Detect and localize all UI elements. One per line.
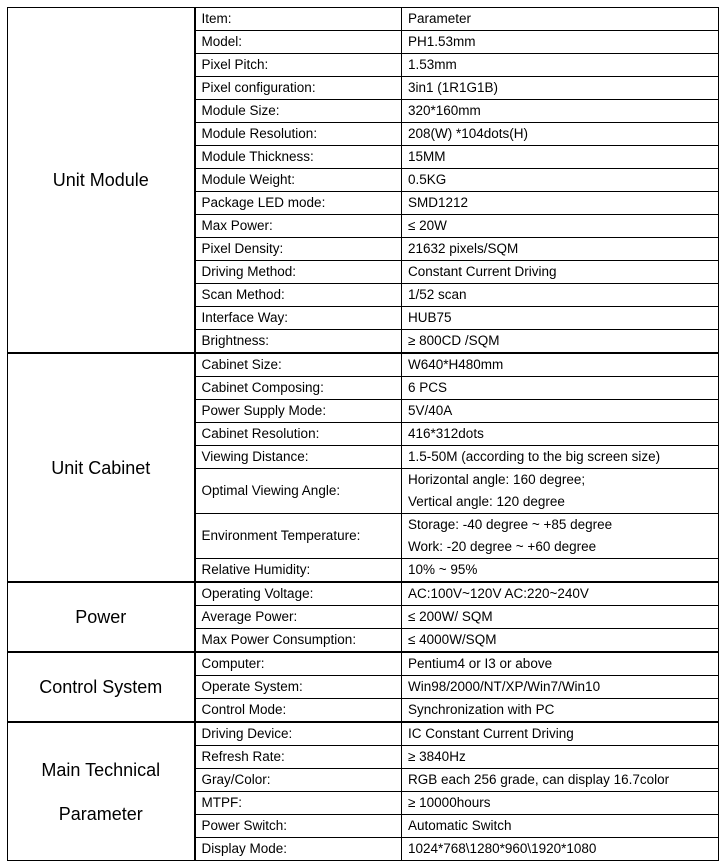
item-cell: Viewing Distance: [195, 446, 402, 469]
value-cell: IC Constant Current Driving [402, 722, 719, 746]
value-cell: Automatic Switch [402, 815, 719, 838]
group-label-main-technical-parameter [8, 722, 195, 861]
value-cell: 416*312dots [402, 423, 719, 446]
item-cell: Max Power Consumption: [195, 629, 402, 653]
item-cell: Control Mode: [195, 699, 402, 723]
item-cell: Environment Temperature: [195, 514, 402, 559]
group-label-line: Main Technical [41, 759, 161, 780]
item-cell: Refresh Rate: [195, 746, 402, 769]
item-cell: Package LED mode: [195, 192, 402, 215]
value-cell: RGB each 256 grade, can display 16.7color [402, 769, 719, 792]
item-cell: Operating Voltage: [195, 582, 402, 606]
item-cell: Brightness: [195, 330, 402, 354]
header-parameter-cell: Parameter [402, 8, 719, 31]
group-label-unit-cabinet: Unit Cabinet [8, 353, 195, 582]
item-cell: Display Mode: [195, 838, 402, 861]
value-cell: 1.5-50M (according to the big screen size) [402, 446, 719, 469]
item-cell: Power Switch: [195, 815, 402, 838]
value-cell: Synchronization with PC [402, 699, 719, 723]
item-cell: Pixel Pitch: [195, 54, 402, 77]
value-cell: Pentium4 or I3 or above [402, 652, 719, 676]
value-cell: 1/52 scan [402, 284, 719, 307]
header-item-cell: Item: [195, 8, 402, 31]
value-cell: SMD1212 [402, 192, 719, 215]
group-label-line: Parameter [58, 803, 143, 824]
value-cell: 6 PCS [402, 377, 719, 400]
group-label-unit-module: Unit Module [8, 8, 195, 354]
value-cell: PH1.53mm [402, 31, 719, 54]
item-cell: Module Resolution: [195, 123, 402, 146]
value-line: Horizontal angle: 160 degree; [408, 472, 586, 487]
value-cell: ≥ 3840Hz [402, 746, 719, 769]
item-cell: Max Power: [195, 215, 402, 238]
value-cell: AC:100V~120V AC:220~240V [402, 582, 719, 606]
table-row [8, 582, 719, 606]
value-cell: ≤ 4000W/SQM [402, 629, 719, 653]
item-cell: Relative Humidity: [195, 559, 402, 583]
item-cell: Driving Device: [195, 722, 402, 746]
item-cell: Interface Way: [195, 307, 402, 330]
value-cell [402, 469, 719, 514]
item-cell: Power Supply Mode: [195, 400, 402, 423]
value-cell: 0.5KG [402, 169, 719, 192]
table-row [8, 8, 719, 31]
item-cell: Pixel configuration: [195, 77, 402, 100]
value-cell: W640*H480mm [402, 353, 719, 377]
value-cell: Constant Current Driving [402, 261, 719, 284]
value-cell: 10% ~ 95% [402, 559, 719, 583]
item-cell: Driving Method: [195, 261, 402, 284]
value-cell: 15MM [402, 146, 719, 169]
value-cell: 320*160mm [402, 100, 719, 123]
value-cell: 1024*768\1280*960\1920*1080 [402, 838, 719, 861]
item-cell: Module Weight: [195, 169, 402, 192]
item-cell: Scan Method: [195, 284, 402, 307]
value-cell: 21632 pixels/SQM [402, 238, 719, 261]
value-line: Vertical angle: 120 degree [408, 494, 565, 509]
value-cell: 5V/40A [402, 400, 719, 423]
item-cell: Gray/Color: [195, 769, 402, 792]
value-cell: ≥ 10000hours [402, 792, 719, 815]
value-cell: ≥ 800CD /SQM [402, 330, 719, 354]
item-cell: Computer: [195, 652, 402, 676]
value-cell: HUB75 [402, 307, 719, 330]
value-cell [402, 514, 719, 559]
item-cell: Cabinet Composing: [195, 377, 402, 400]
item-cell: Model: [195, 31, 402, 54]
value-line: Storage: -40 degree ~ +85 degree [408, 517, 613, 532]
value-line: Work: -20 degree ~ +60 degree [408, 539, 597, 554]
value-cell: ≤ 20W [402, 215, 719, 238]
table-row [8, 353, 719, 377]
item-cell: Module Size: [195, 100, 402, 123]
item-cell: Pixel Density: [195, 238, 402, 261]
value-cell: 3in1 (1R1G1B) [402, 77, 719, 100]
table-row [8, 722, 719, 746]
item-cell: MTPF: [195, 792, 402, 815]
item-cell: Cabinet Resolution: [195, 423, 402, 446]
value-cell: 1.53mm [402, 54, 719, 77]
group-label-power: Power [8, 582, 195, 652]
value-cell: ≤ 200W/ SQM [402, 606, 719, 629]
value-cell: Win98/2000/NT/XP/Win7/Win10 [402, 676, 719, 699]
item-cell: Optimal Viewing Angle: [195, 469, 402, 514]
table-row [8, 652, 719, 676]
item-cell: Operate System: [195, 676, 402, 699]
group-label-control-system: Control System [8, 652, 195, 722]
value-cell: 208(W) *104dots(H) [402, 123, 719, 146]
item-cell: Average Power: [195, 606, 402, 629]
item-cell: Module Thickness: [195, 146, 402, 169]
spec-table [7, 7, 719, 861]
item-cell: Cabinet Size: [195, 353, 402, 377]
